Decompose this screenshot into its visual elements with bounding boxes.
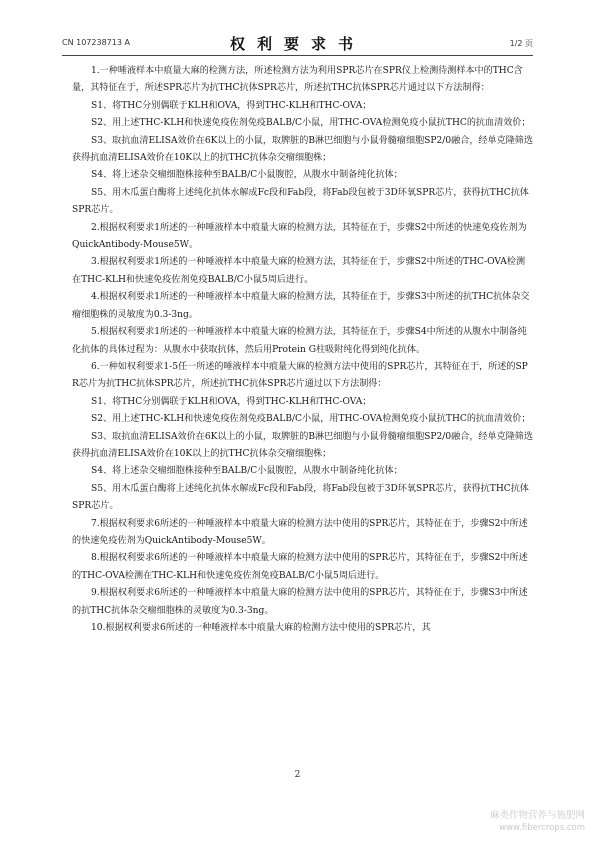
claim-6-step-s4: S4、将上述杂交瘤细胞株接种至BALB/C小鼠腹腔，从腹水中制备纯化抗体； <box>91 466 403 477</box>
claim-7: 7.根据权利要求6所述的一种唾液样本中痕量大麻的检测方法中使用的SPR芯片，其特征在于，步骤S2中所述的快速免疫佐剂为QuickAntibody-Mouse5W。 <box>72 518 528 546</box>
claim-9: 9.根据权利要求6所述的一种唾液样本中痕量大麻的检测方法中使用的SPR芯片，其特征在于，步骤S3中所述的抗THC抗体杂交瘤细胞株的灵敏度为0.3-3ng。 <box>72 588 528 616</box>
claim-5: 5.根据权利要求1所述的一种唾液样本中痕量大麻的检测方法，其特征在于，步骤S4中所述的从腹水中制备纯化抗体的具体过程为：从腹水中获取抗体，然后用Protein G柱吸附纯化得到纯化抗体。 <box>72 327 527 355</box>
document-title: 权利要求书 <box>229 35 365 53</box>
claim-1-step-s5: S5、用木瓜蛋白酶将上述纯化抗体水解成Fc段和Fab段，将Fab段包被于3D环氧SPR芯片，获得抗THC抗体SPR芯片。 <box>72 187 529 216</box>
claims-body <box>72 63 534 637</box>
claim-2: 2.根据权利要求1所述的一种唾液样本中痕量大麻的检测方法，其特征在于，步骤S2中所述的快速免疫佐剂为QuickAntibody-Mouse5W。 <box>72 222 527 251</box>
claim-6-step-s2: S2、用上述THC-KLH和快速免疫佐剂免疫BALB/C小鼠，用THC-OVA检测免疫小鼠抗THC的抗血清效价； <box>91 414 531 425</box>
page-number: 2 <box>294 770 301 780</box>
claim-6: 6.一种如权利要求1-5任一所述的唾液样本中痕量大麻的检测方法中使用的SPR芯片，其特征在于，所述的SPR芯片为抗THC抗体SPR芯片，所述抗THC抗体SPR芯片通过以下方法制得： <box>72 361 528 390</box>
claim-6-step-s5: S5、用木瓜蛋白酶将上述纯化抗体水解成Fc段和Fab段，将Fab段包被于3D环氧SPR芯片，获得抗THC抗体SPR芯片。 <box>72 483 529 512</box>
page-indicator: 1/2 页 <box>509 39 533 48</box>
site-watermark <box>490 810 585 834</box>
claim-1-step-s1: S1、将THC分别偶联于KLH和OVA，得到THC-KLH和THC-OVA； <box>91 100 372 111</box>
claim-1: 1.一种唾液样本中痕量大麻的检测方法，所述检测方法为利用SPR芯片在SPR仪上检测待测样本中的THC含量，其特征在于，所述SPR芯片为抗THC抗体SPR芯片，所述抗THC抗体SPR芯片通过以下方法制得： <box>72 66 523 94</box>
watermark-url: www.fibercrops.com <box>499 823 585 833</box>
watermark-site-name: 麻类作物营养与施肥网 <box>489 810 585 821</box>
claim-1-step-s4: S4、将上述杂交瘤细胞株接种至BALB/C小鼠腹腔，从腹水中制备纯化抗体； <box>91 170 403 181</box>
claim-6-step-s3: S3、取抗血清ELISA效价在6K以上的小鼠，取脾脏的B淋巴细胞与小鼠骨髓瘤细胞SP2/0融合，经单克隆筛选获得抗血清ELISA效价在10K以上的抗THC抗体杂交瘤细胞株； <box>72 431 533 459</box>
claim-4: 4.根据权利要求1所述的一种唾液样本中痕量大麻的检测方法，其特征在于，步骤S3中所述的抗THC抗体杂交瘤细胞株的灵敏度为0.3-3ng。 <box>72 292 530 320</box>
claim-8: 8.根据权利要求6所述的一种唾液样本中痕量大麻的检测方法中使用的SPR芯片，其特征在于，步骤S2中所述的THC-OVA检测在THC-KLH和快速免疫佐剂免疫BALB/C小鼠5周后进行。 <box>72 553 528 581</box>
patent-number: CN 107238713 A <box>62 38 130 47</box>
claim-1-step-s3: S3、取抗血清ELISA效价在6K以上的小鼠，取脾脏的B淋巴细胞与小鼠骨髓瘤细胞SP2/0融合，经单克隆筛选获得抗血清ELISA效价在10K以上的抗THC抗体杂交瘤细胞株； <box>72 135 533 164</box>
claim-3: 3.根据权利要求1所述的一种唾液样本中痕量大麻的检测方法，其特征在于，步骤S2中所述的THC-OVA检测在THC-KLH和快速免疫佐剂免疫BALB/C小鼠5周后进行。 <box>72 257 526 285</box>
claim-6-step-s1: S1、将THC分别偶联于KLH和OVA，得到THC-KLH和THC-OVA； <box>91 396 372 407</box>
claim-1-step-s2: S2、用上述THC-KLH和快速免疫佐剂免疫BALB/C小鼠，用THC-OVA检测免疫小鼠抗THC的抗血清效价； <box>91 118 531 129</box>
claim-10: 10.根据权利要求6所述的一种唾液样本中痕量大麻的检测方法中使用的SPR芯片，其 <box>91 623 431 633</box>
page-header <box>0 0 595 60</box>
header-divider <box>62 55 533 56</box>
